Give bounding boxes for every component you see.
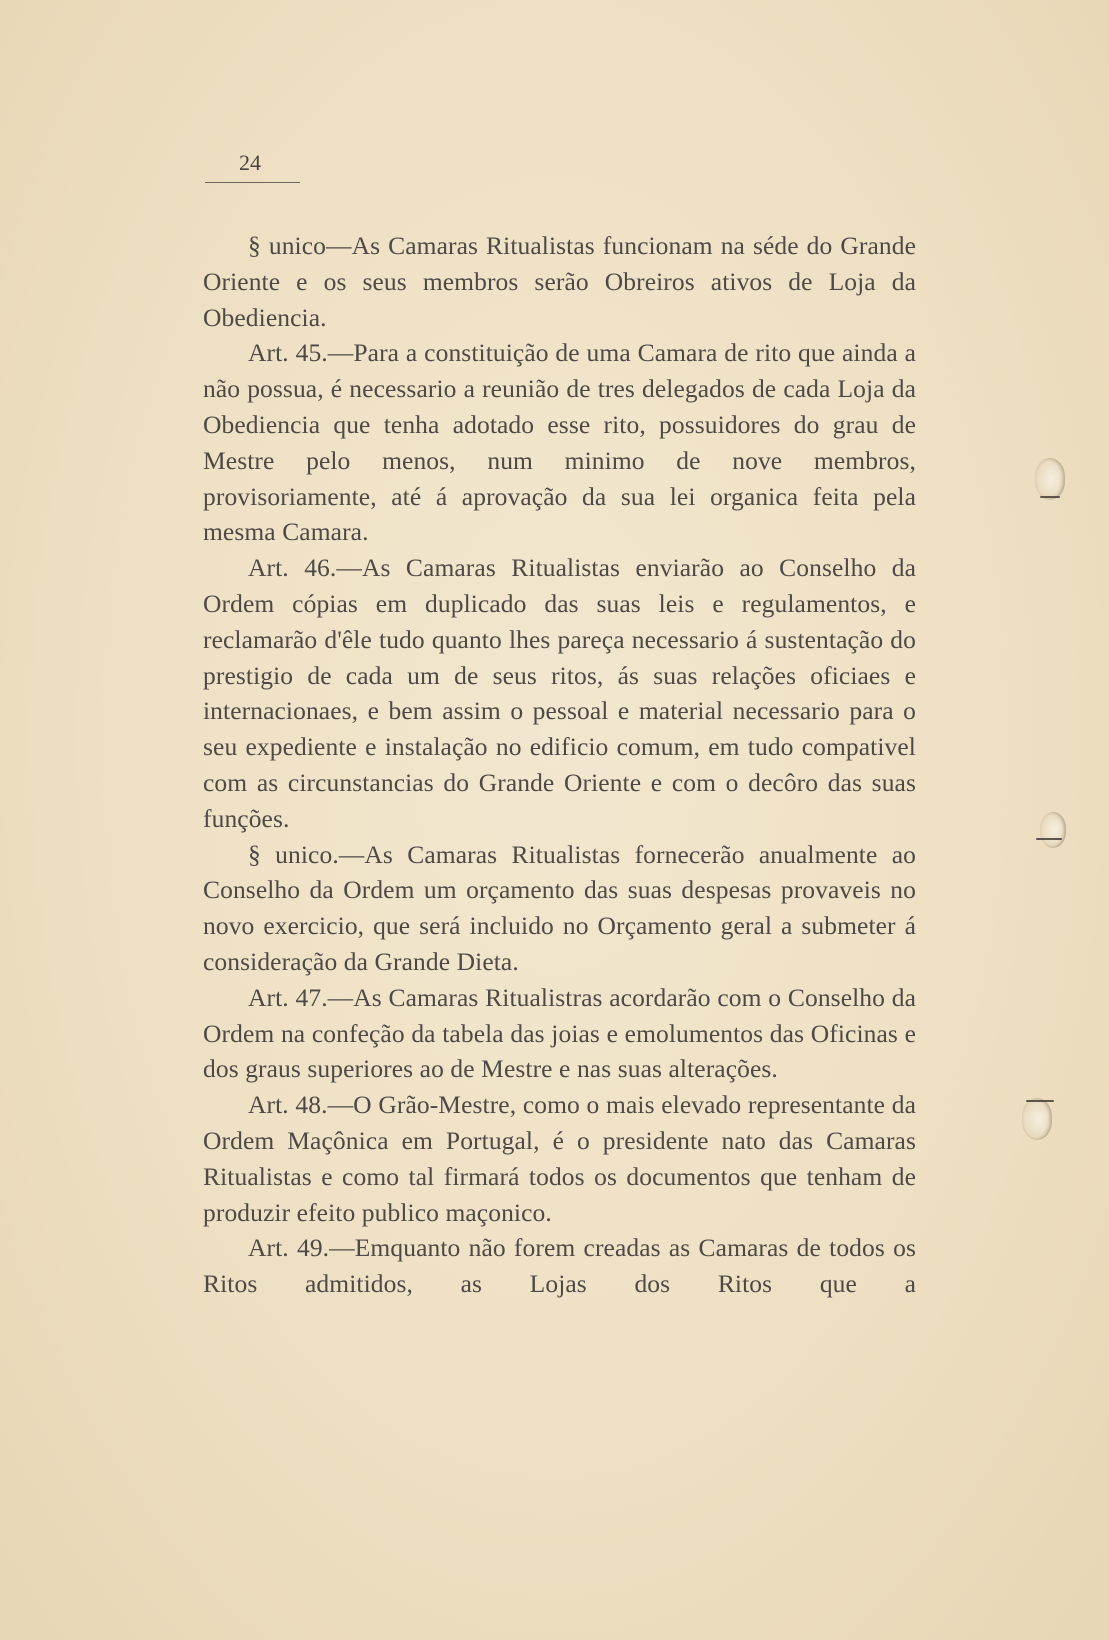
binding-hole-3 [1022, 1098, 1052, 1140]
binding-hole-mark-2 [1036, 838, 1062, 840]
binding-hole-mark-3 [1026, 1100, 1054, 1102]
paragraph-article-47: Art. 47.—As Camaras Ritualistras acordarão com o Conselho da Ordem na confeção da tabela das joias e emolumentos das Oficinas e dos graus superiores ao de Mestre e nas suas alterações. [203, 982, 916, 1084]
paragraph-article-49: Art. 49.—Emquanto não forem creadas as Camaras de todos os Ritos admitidos, as Lojas dos Ritos que a [203, 1233, 916, 1299]
binding-hole-2 [1040, 812, 1066, 848]
paragraph-article-48: Art. 48.—O Grão-Mestre, como o mais elevado representante da Ordem Maçônica em Portugal, é o presidente nato das Camaras Ritualistas e como tal firmará todos os documentos que tenham de produzir efeito publico maçonico. [203, 1090, 916, 1227]
body-text [203, 228, 916, 1302]
paragraph-article-45: Art. 45.—Para a constituição de uma Camara de rito que ainda a não possua, é necessario a reunião de tres delegados de cada Loja da Obediencia que tenha adotado esse rito, possuidores do grau de Mestre pelo menos, num minimo de nove membros, provisoriamente, até á aprovação da sua lei organica feita pela mesma Camara. [203, 338, 916, 547]
page-number: 24 [205, 150, 300, 183]
paragraph-section-unico-1: § unico—As Camaras Ritualistas funcionam na séde do Grande Oriente e os seus membros serão Obreiros ativos de Loja da Obediencia. [203, 231, 916, 332]
paragraph-section-unico-2: § unico.—As Camaras Ritualistas fornecerão anualmente ao Conselho da Ordem um orçamento das suas despesas provaveis no novo exercicio, que será incluido no Orçamento geral a submeter á consideração da Grande Dieta. [203, 839, 916, 976]
binding-hole-1 [1035, 458, 1065, 500]
paragraph-article-46: Art. 46.—As Camaras Ritualistas enviarão ao Conselho da Ordem cópias em duplicado das suas leis e regulamentos, e reclamarão d'êle tudo quanto lhes pareça necessario á sustentação do prestigio de cada um de seus ritos, ás suas relações oficiaes e internacionaes, e bem assim o pessoal e material necessario para o seu expediente e instalação no edificio comum, em tudo compativel com as circunstancias do Grande Oriente e com o decôro das suas funções. [203, 553, 916, 833]
binding-hole-mark-1 [1040, 496, 1060, 498]
